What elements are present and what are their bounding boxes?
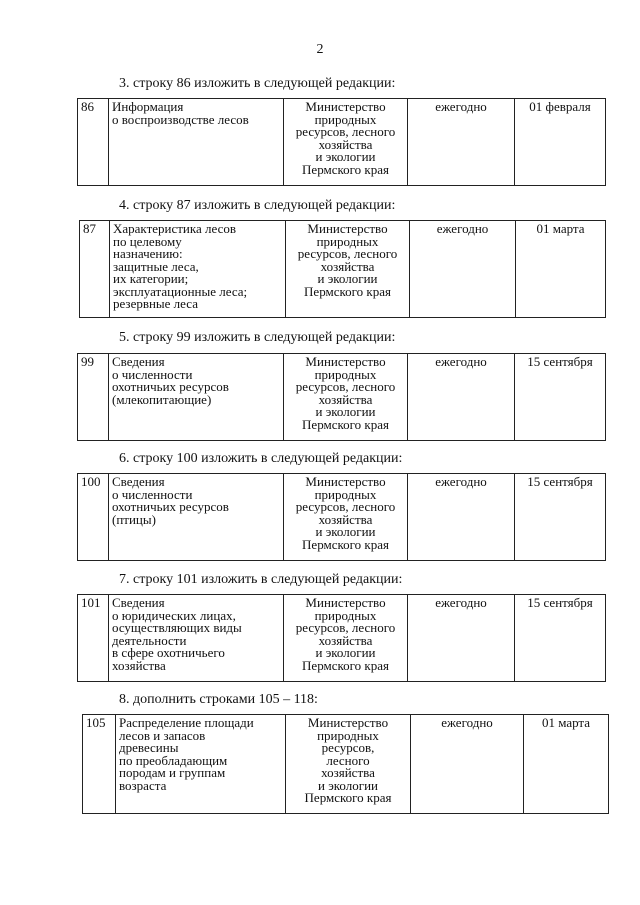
- row-name: [109, 99, 284, 186]
- row-ministry-text: Министерство природных ресурсов, лесного хозяйства и экологии Пермского края: [295, 474, 396, 552]
- row-number: 87: [80, 221, 110, 318]
- row-period: ежегодно: [408, 99, 515, 186]
- table-row: [77, 594, 606, 682]
- row-number: 99: [78, 354, 109, 441]
- row-ministry: [286, 715, 411, 814]
- row-ministry: [284, 595, 408, 682]
- instruction-text: 4. строку 87 изложить в следующей редакции:: [119, 198, 396, 213]
- row-ministry-text: Министерство природных ресурсов, лесного хозяйства и экологии Пермского края: [295, 354, 396, 432]
- row-period: ежегодно: [410, 221, 516, 318]
- row-date: 15 сентября: [515, 354, 606, 441]
- row-period: ежегодно: [411, 715, 524, 814]
- row-name: [109, 354, 284, 441]
- instruction-text: 6. строку 100 изложить в следующей редакции:: [119, 451, 403, 466]
- row-ministry: [286, 221, 410, 318]
- instruction-text: 8. дополнить строками 105 – 118:: [119, 692, 318, 707]
- table-row: [77, 98, 606, 186]
- row-date: 01 февраля: [515, 99, 606, 186]
- row-date: 01 марта: [516, 221, 606, 318]
- row-name-text: Характеристика лесов по целевому назначению: защитные леса, их категории; эксплуатационные леса; резервные леса: [113, 221, 248, 311]
- table-row: [82, 714, 609, 814]
- row-name-text: Сведения о численности охотничьих ресурсов (млекопитающие): [112, 354, 229, 407]
- row-number: 105: [83, 715, 116, 814]
- row-name-text: Информация о воспроизводстве лесов: [112, 99, 249, 127]
- row-ministry: [284, 474, 408, 561]
- row-name: [109, 595, 284, 682]
- row-name-text: Сведения о юридических лицах, осуществляющих виды деятельности в сфере охотничьего хозяйства: [112, 595, 242, 673]
- row-ministry: [284, 354, 408, 441]
- table-row: [79, 220, 606, 318]
- instruction-text: 7. строку 101 изложить в следующей редакции:: [119, 572, 403, 587]
- row-period: ежегодно: [408, 474, 515, 561]
- row-period: ежегодно: [408, 595, 515, 682]
- row-ministry-text: Министерство природных ресурсов, лесного хозяйства и экологии Пермского края: [297, 221, 398, 299]
- instruction-text: 3. строку 86 изложить в следующей редакции:: [119, 76, 396, 91]
- row-ministry-text: Министерство природных ресурсов, лесного хозяйства и экологии Пермского края: [295, 595, 396, 673]
- row-name: [110, 221, 286, 318]
- row-date: 15 сентября: [515, 474, 606, 561]
- page-number: 2: [316, 42, 324, 57]
- row-number: 101: [78, 595, 109, 682]
- row-ministry-text: Министерство природных ресурсов, лесного хозяйства и экологии Пермского края: [295, 99, 396, 177]
- row-name-text: Распределение площади лесов и запасов древесины по преобладающим породам и группам возраста: [119, 715, 254, 793]
- table-row: [77, 473, 606, 561]
- row-number: 100: [78, 474, 109, 561]
- row-name: [116, 715, 286, 814]
- row-number: 86: [78, 99, 109, 186]
- row-period: ежегодно: [408, 354, 515, 441]
- row-ministry: [284, 99, 408, 186]
- row-date: 15 сентября: [515, 595, 606, 682]
- row-date: 01 марта: [524, 715, 609, 814]
- row-name: [109, 474, 284, 561]
- row-name-text: Сведения о численности охотничьих ресурсов (птицы): [112, 474, 229, 527]
- table-row: [77, 353, 606, 441]
- row-ministry-text: Министерство природных ресурсов, лесного хозяйства и экологии Пермского края: [304, 715, 392, 805]
- instruction-text: 5. строку 99 изложить в следующей редакции:: [119, 330, 396, 345]
